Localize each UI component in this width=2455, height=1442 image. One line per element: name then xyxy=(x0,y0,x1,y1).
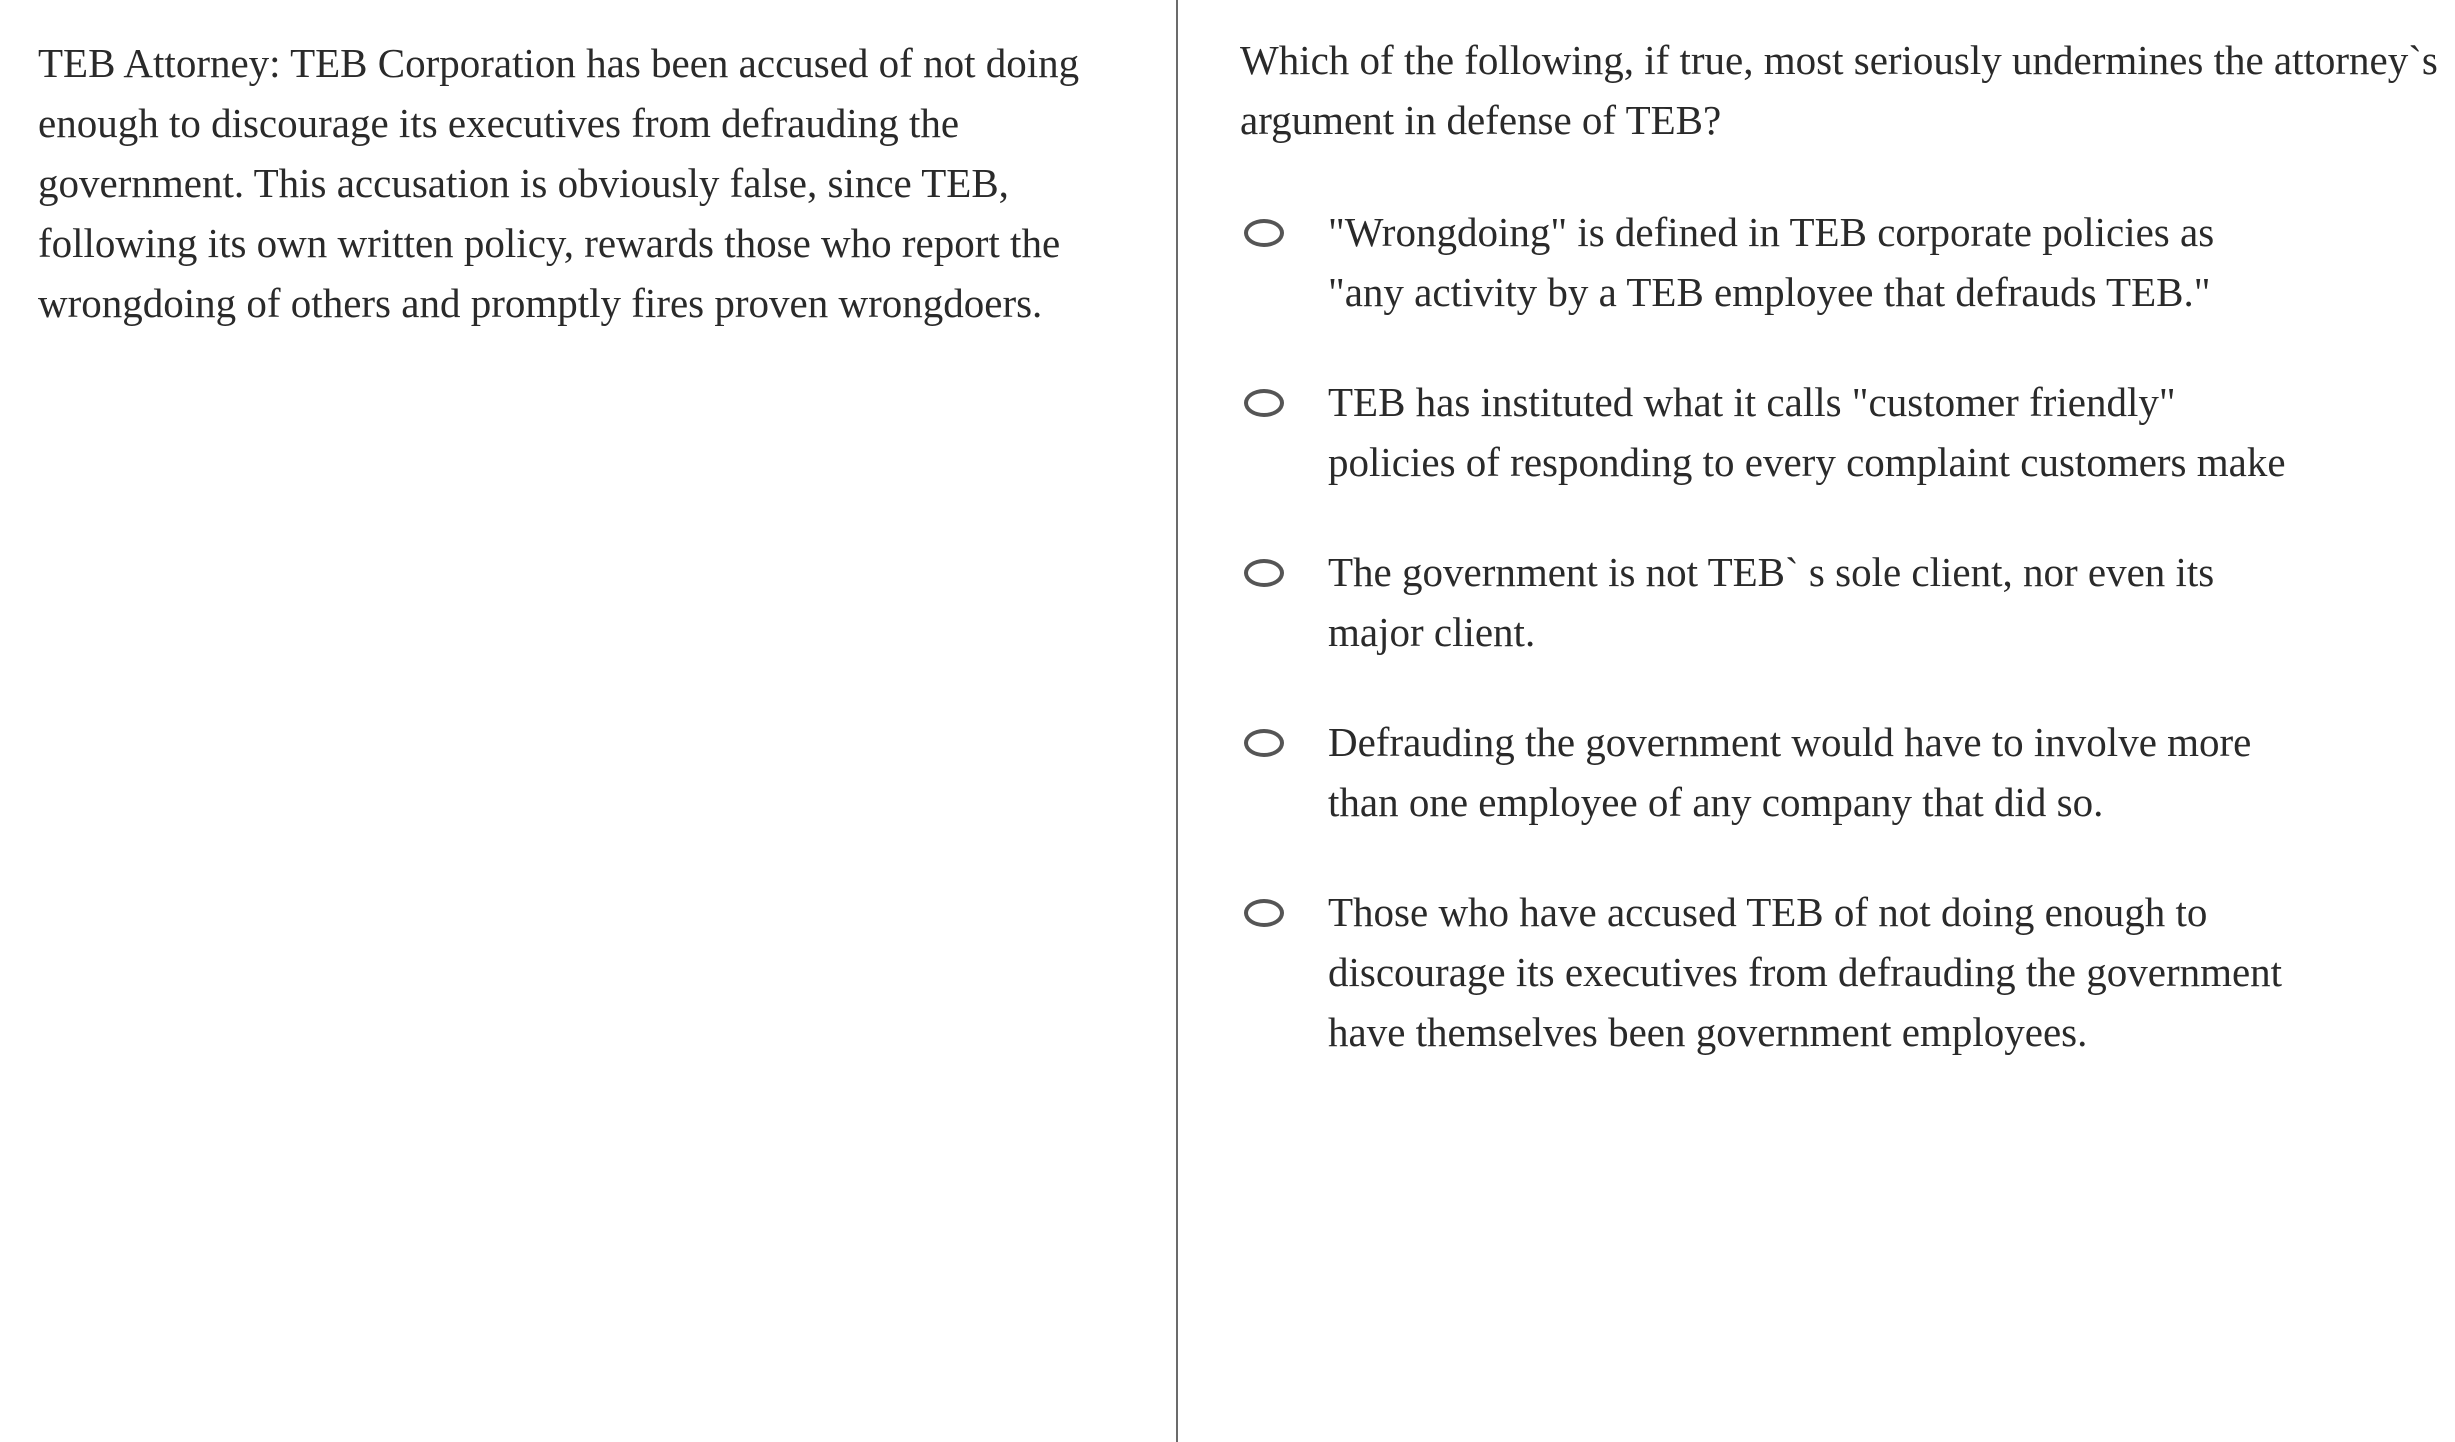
answer-choice-2[interactable] xyxy=(1240,372,2455,492)
radio-unselected-icon[interactable] xyxy=(1244,559,1284,587)
answer-choices xyxy=(1240,202,2455,1062)
answer-choice-5[interactable] xyxy=(1240,882,2455,1062)
answer-choice-label: "Wrongdoing" is defined in TEB corporate policies as "any activity by a TEB employee that defrauds TEB." xyxy=(1328,209,2215,315)
radio-unselected-icon[interactable] xyxy=(1244,729,1284,757)
answer-choice-label: TEB has instituted what it calls "customer friendly" policies of responding to every complaint customers make xyxy=(1328,379,2286,485)
radio-unselected-icon[interactable] xyxy=(1244,389,1284,417)
answer-choice-3[interactable] xyxy=(1240,542,2455,662)
answer-choice-1[interactable] xyxy=(1240,202,2455,322)
answer-choice-label: The government is not TEB` s sole client, nor even its major client. xyxy=(1328,549,2215,655)
answer-choice-label: Defrauding the government would have to involve more than one employee of any company that did so. xyxy=(1328,719,2252,825)
radio-unselected-icon[interactable] xyxy=(1244,219,1284,247)
question-pane xyxy=(1178,0,2455,1442)
question-prompt: Which of the following, if true, most seriously undermines the attorney`s argument in defense of TEB? xyxy=(1240,37,2438,143)
answer-choice-4[interactable] xyxy=(1240,712,2455,832)
answer-choice-label: Those who have accused TEB of not doing enough to discourage its executives from defrauding the government have themselves been government employees. xyxy=(1328,889,2283,1055)
stimulus-pane xyxy=(0,0,1178,1442)
stimulus-text: TEB Attorney: TEB Corporation has been accused of not doing enough to discourage its executives from defrauding the government. This accusation is obviously false, since TEB, following its own written policy, rewards those who report the wrongdoing of others and promptly fires proven wrongdoers. xyxy=(38,40,1080,326)
radio-unselected-icon[interactable] xyxy=(1244,899,1284,927)
